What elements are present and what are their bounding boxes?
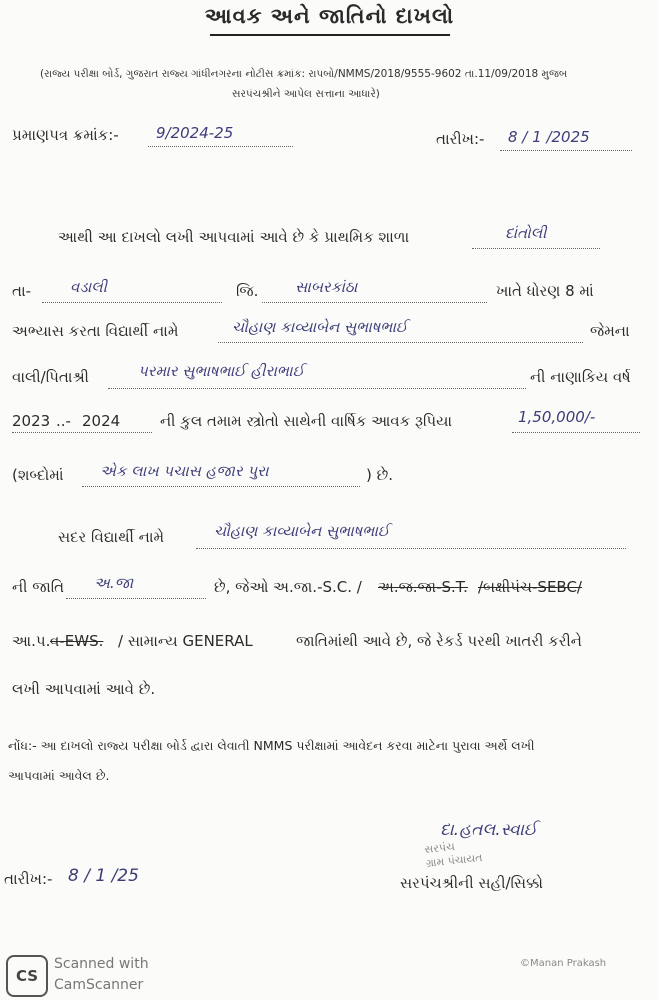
caste-text: છે, જેઓ અ.જા.-S.C. /: [214, 578, 362, 596]
dist-label: જિ.: [236, 282, 259, 300]
ta-label: તા-: [12, 282, 32, 300]
ews-suffix: જાતિમાંથી આવે છે, જે રેકર્ડ પરથી ખાતરી કરીને: [296, 632, 582, 650]
student2-value: ચૌહાણ કાવ્યાબેન સુભાષભાઈ: [214, 522, 390, 540]
caste-label: ની જાતિ: [12, 578, 65, 596]
student-line: [218, 342, 583, 343]
document-title: આવક અને જાતિનો દાખલો: [204, 4, 455, 28]
st-text: અ.જ.જા-S.T.: [378, 578, 468, 596]
sebc-text: /બક્ષીપંચ-SEBC/: [478, 578, 582, 596]
words-label: (શબ્દોમાં: [12, 466, 64, 484]
caste-value: અ.જા: [94, 574, 134, 592]
student-label: અભ્યાસ કરતા વિદ્યાર્થી નામે: [12, 322, 179, 340]
parent-line: [108, 388, 526, 389]
para1-text: આથી આ દાખલો લખી આપવામાં આવે છે કે પ્રાથમિક શાળા: [58, 228, 410, 246]
income-line: [512, 432, 640, 433]
dist-line: [262, 302, 487, 303]
std-text: ખાતે ધોરણ 8 માં: [496, 282, 594, 300]
subtitle-line1: (રાજ્ય પરીક્ષા બોર્ડ, ગુજરાત રાજ્ય ગાંધીનગરના નોટીસ ક્રમાંક: રાપબો/NMMS/2018/9555-9602 તા.11/09/2018 મુજબ: [40, 68, 568, 80]
sign-label: સરપંચશ્રીની સહી/સિક્કો: [400, 874, 544, 892]
words-end: ) છે.: [366, 466, 393, 484]
year-to: 2024: [82, 412, 121, 430]
stamp: સરપંચ ગ્રામ પંચાયત: [423, 839, 484, 870]
student-value: ચૌહાણ કાવ્યાબેન સુભાષભાઈ: [232, 318, 408, 336]
income-text: ની કુલ તમામ સ્ત્રોતો સાથેની વાર્ષિક આવક રૂપિયા: [160, 412, 453, 430]
ews-text: વ-EWS.: [50, 632, 104, 650]
date-line: [500, 150, 632, 151]
footer-date-value: 8 / 1 /25: [68, 866, 139, 886]
cert-no-line: [148, 146, 293, 147]
note-line1: નોંધ:- આ દાખલો રાજ્ય પરીક્ષા બોર્ડ દ્વારા લેવાતી NMMS પરીક્ષામાં આવેદન કરવા માટેના પુરાવા અર્થે લખી: [8, 738, 535, 753]
ta-value: વડાલી: [70, 278, 107, 296]
year-line: [12, 432, 152, 433]
year-from: 2023: [12, 412, 51, 430]
ews-prefix: આ.પ.: [12, 632, 51, 650]
fy-label: ની નાણાકિય વર્ષ: [530, 368, 631, 386]
school-line: [472, 248, 600, 249]
student2-line: [196, 548, 626, 549]
caste-line: [66, 598, 206, 599]
camscanner-logo: CS: [6, 955, 48, 997]
closing-text: લખી આપવામાં આવે છે.: [12, 680, 156, 698]
subtitle-line2: સરપંચશ્રીને આપેલ સત્તાના આધારે): [232, 88, 380, 100]
signature: દા.હતલ.સ્વાઈ: [440, 820, 537, 840]
ta-line: [42, 302, 222, 303]
note-line2: આપવામાં આવેલ છે.: [8, 768, 110, 783]
date-value: 8 / 1 /2025: [508, 128, 590, 146]
parent-label: વાલી/પિતાશ્રી: [12, 368, 89, 386]
cert-no-label: પ્રમાણપત્ર ક્રમાંક:-: [12, 126, 119, 144]
jemna-text: જેમના: [590, 322, 630, 340]
cert-no-value: 9/2024-25: [156, 124, 234, 142]
footer-date-label: તારીખ:-: [4, 870, 53, 888]
words-line: [82, 486, 360, 487]
parent-value: પરમાર સુભાષભાઈ હીરાભાઈ: [138, 362, 305, 380]
scanner-line1: Scanned with: [54, 956, 149, 972]
scanner-line2: CamScanner: [54, 977, 144, 993]
income-value: 1,50,000/-: [518, 408, 596, 426]
school-value: દાંતોલી: [505, 224, 547, 242]
date-label: તારીખ:-: [436, 130, 485, 148]
general-text: / સામાન્ય GENERAL: [118, 632, 253, 650]
student2-label: સદર વિદ્યાર્થી નામે: [58, 528, 165, 546]
camscanner-watermark: [54, 954, 149, 996]
title-underline: [210, 34, 450, 36]
credit: ©Manan Prakash: [520, 958, 607, 969]
words-value: એક લાખ પચાસ હજાર પુરા: [100, 462, 269, 480]
dist-value: સાબરકાંઠા: [295, 278, 358, 296]
